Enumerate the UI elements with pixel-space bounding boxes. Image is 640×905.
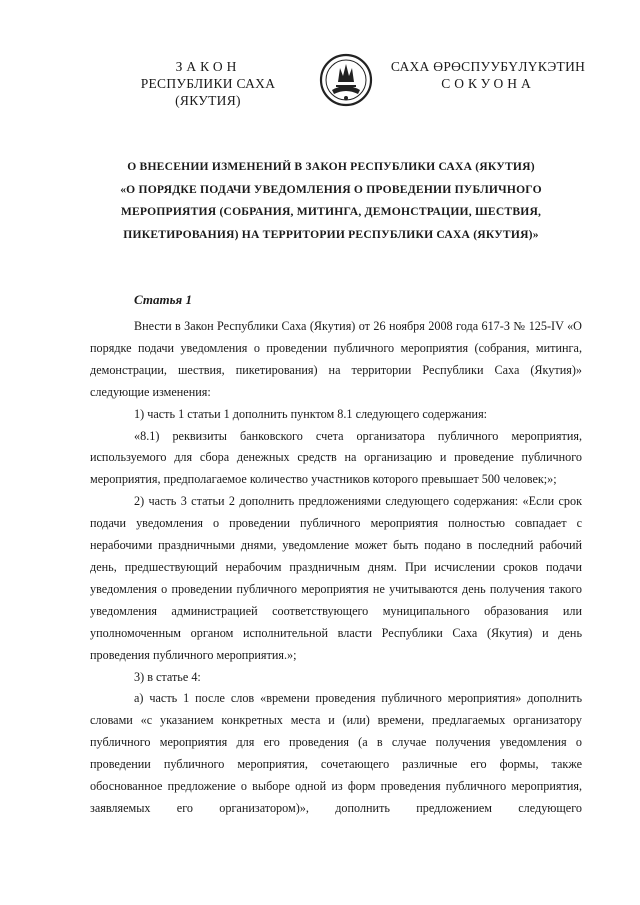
document-body — [90, 316, 582, 820]
header-right-line2: СОКУОНА — [441, 76, 535, 91]
paragraph: Внести в Закон Республики Саха (Якутия) от 26 ноября 2008 года 617-З № 125-IV «О порядке подачи уведомления о проведении публичного мероприятия (собрания, митинга, демонстрации, шествия, пикетирования) на территории Республики Саха (Якутия)» следующие изменения: — [90, 319, 582, 399]
document-title — [96, 156, 566, 246]
title-line: ПИКЕТИРОВАНИЯ) НА ТЕРРИТОРИИ РЕСПУБЛИКИ САХА (ЯКУТИЯ)» — [123, 227, 539, 241]
title-line: МЕРОПРИЯТИЯ (СОБРАНИЯ, МИТИНГА, ДЕМОНСТРАЦИИ, ШЕСТВИЯ, — [120, 205, 542, 219]
title-line: О ВНЕСЕНИИ ИЗМЕНЕНИЙ В ЗАКОН РЕСПУБЛИКИ САХА (ЯКУТИЯ) — [127, 160, 535, 173]
title-line: «О ПОРЯДКЕ ПОДАЧИ УВЕДОМЛЕНИЯ О ПРОВЕДЕНИИ ПУБЛИЧНОГО — [120, 182, 542, 196]
paragraph: «8.1) реквизиты банковского счета организатора публичного мероприятия, используемого для сбора денежных средств на организацию и проведение публичного мероприятия, предполагаемое количество участников которого превышает 500 человек;»; — [90, 428, 582, 487]
article-heading: Статья 1 — [134, 292, 192, 307]
header-right-line1: САХА ӨРӨСПУУБҮЛҮКЭТИН — [390, 59, 586, 74]
paragraph: 3) в статье 4: — [134, 669, 201, 684]
paragraph: 2) часть 3 статьи 2 дополнить предложениями следующего содержания: «Если срок подачи уведомления о проведении публичного мероприятия полностью совпадает с нерабочими праздничными днями, уведомление может быть подано в последний рабочий день, предшествующий нерабочим праздничным дням. При исчислении сроков подачи уведомления о проведении публичного мероприятия не учитываются день получения такого уведомления администрацией соответствующего муниципального образования или уполномоченным органом исполнительной власти Республики Саха (Якутия) и день проведения публичного мероприятия.»; — [90, 494, 582, 662]
coat-of-arms-icon — [318, 52, 374, 108]
paragraph: 1) часть 1 статьи 1 дополнить пунктом 8.1 следующего содержания: — [134, 406, 488, 421]
header-left-line1: ЗАКОН — [175, 59, 241, 74]
paragraph: а) часть 1 после слов «времени проведения публичного мероприятия» дополнить словами «с указанием конкретных места и (или) времени, предлагаемых организатору публичного мероприятия для его проведения (а в случае получения уведомления о проведении публичного мероприятия, сочетающего различные его формы, также обоснованное предложение о выборе одной из форм проведения публичного мероприятия, заявляемых его организатором)», дополнить предложением следующего — [90, 691, 582, 815]
header-left-line2: РЕСПУБЛИКИ САХА (ЯКУТИЯ) — [140, 76, 276, 108]
header-left — [108, 58, 308, 109]
header-right — [388, 58, 588, 92]
